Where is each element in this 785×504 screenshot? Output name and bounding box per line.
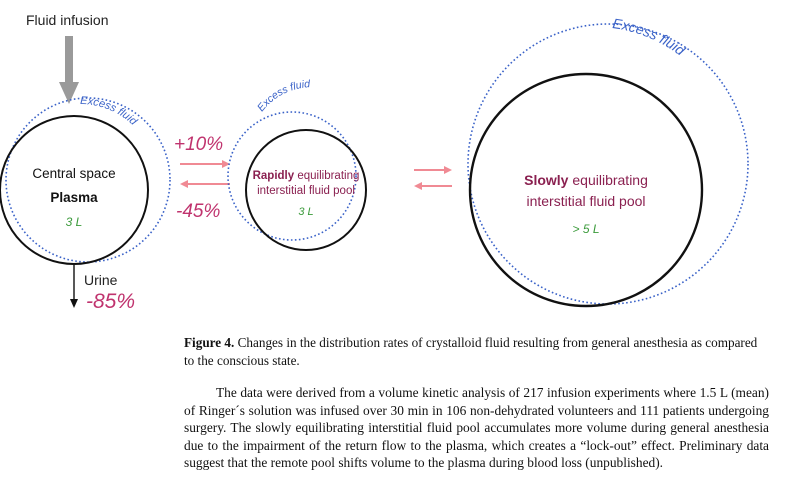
body-paragraph [184,384,769,472]
slow-excess-circle [468,24,748,304]
fluid-infusion-label: Fluid infusion [26,12,109,28]
slow-bold: Slowly [524,172,569,188]
central-volume: 3 L [65,215,83,229]
slow-excess-label: Excess fluid [611,15,689,59]
central-title: Central space [32,166,116,181]
urine-rate: -85% [86,290,136,313]
slow-line2: interstitial fluid pool [526,193,646,209]
rapid-volume: 3 L [298,206,314,218]
rapid-excess-label: Excess fluid [255,78,311,114]
rapid-line2: interstitial fluid pool [257,185,355,197]
down-arrow-icon [59,36,79,104]
rate-forward: +10% [174,134,224,155]
slow-circle [470,74,702,306]
left-arrow-icon [180,180,230,188]
slow-title [470,172,702,188]
caption-label: Figure 4. [184,335,235,350]
slow-rest: equilibrating [568,172,648,188]
central-excess-label: Excess fluid [79,94,140,128]
central-subtitle: Plasma [50,190,98,205]
rate-back: -45% [176,201,221,222]
figure-caption [184,334,769,369]
down-arrow-icon [70,265,78,308]
paragraph-text: The data were derived from a volume kinetic analysis of 217 infusion experiments where 1.5 L (mean) of Ringer´s solution was infused over 30 min in 106 non-dehydrated volunteers and 111 patients undergoing surgery. The slowly equilibrating interstitial fluid pool accumulates more volume during general anesthesia due to the impairment of the return flow to the plasma, which creates a “lock-out” effect. Preliminary data suggest that the remote pool shifts volume to the plasma during blood loss (unpublished). [184,385,769,471]
right-arrow-icon [414,166,452,174]
left-arrow-icon [414,182,452,190]
urine-label: Urine [84,272,118,288]
slow-volume: > 5 L [572,222,600,236]
rapid-bold: Rapidly [252,170,295,182]
caption-text: Changes in the distribution rates of crystalloid fluid resulting from general anesthesia as compared to the conscious state. [184,335,758,368]
right-arrow-icon [180,160,230,168]
rapid-title [246,170,366,182]
rapid-rest: equilibrating [294,170,360,182]
